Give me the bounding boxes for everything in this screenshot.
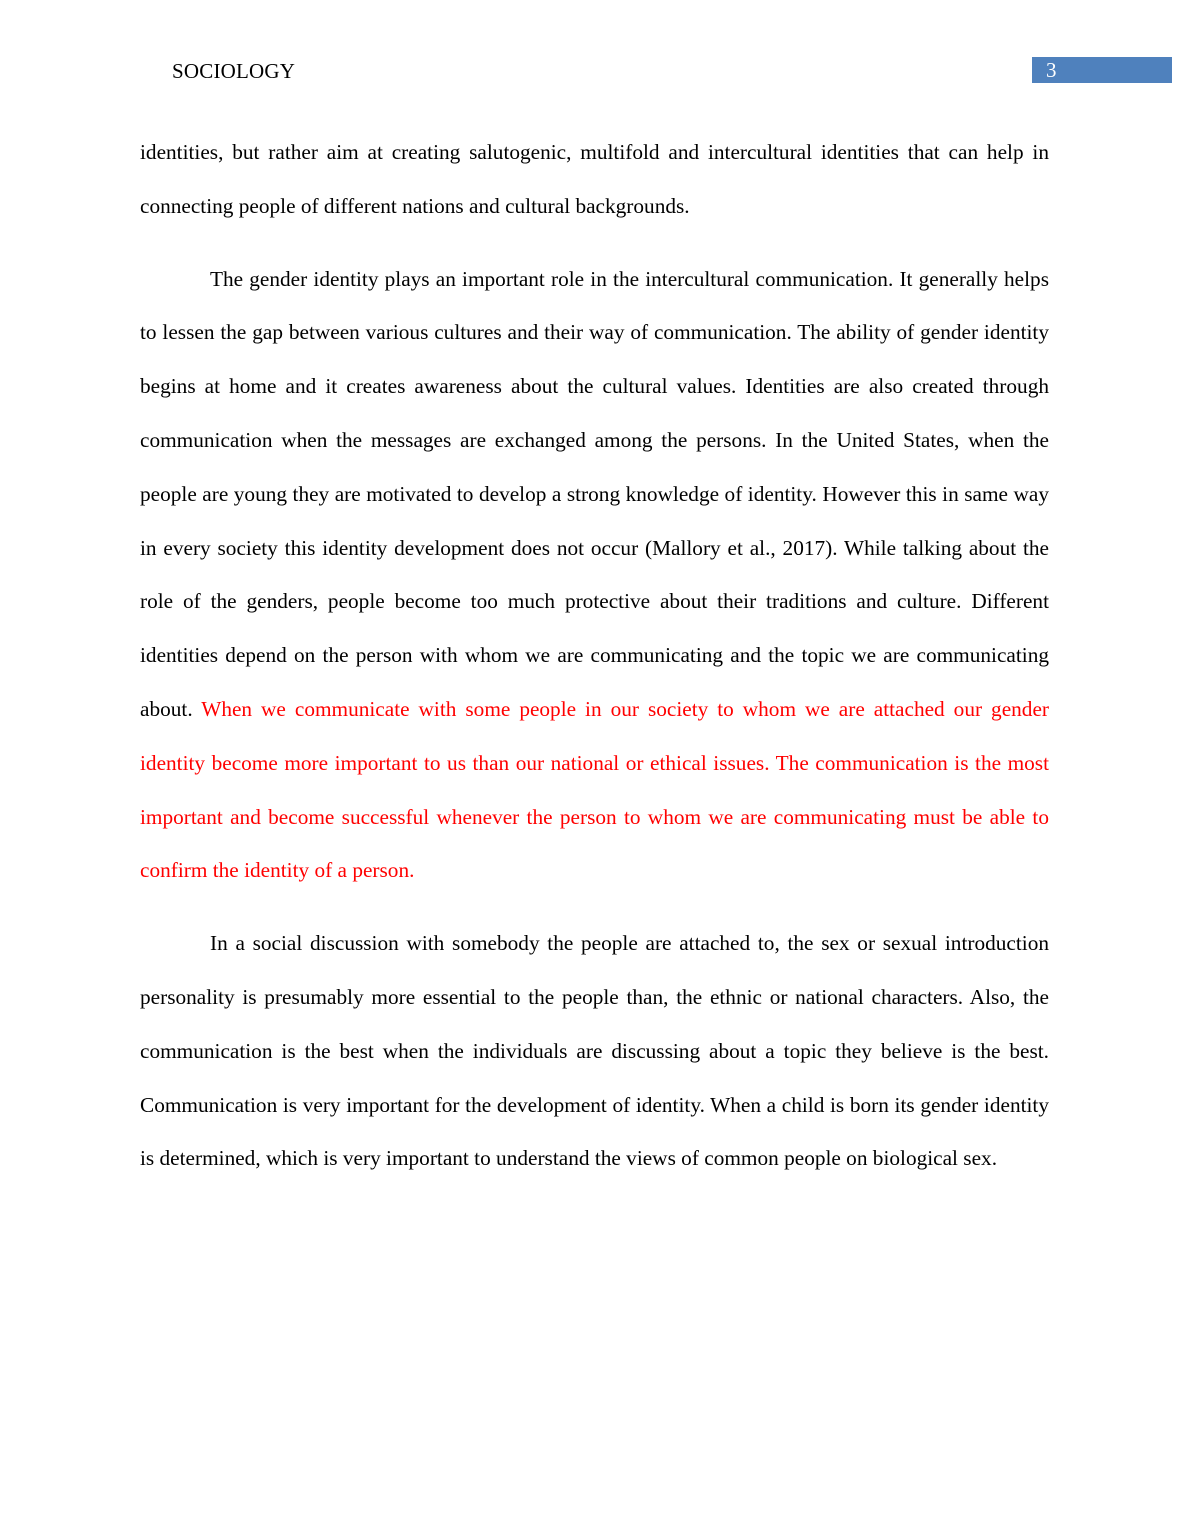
running-header-title: SOCIOLOGY [172, 59, 296, 83]
document-body [140, 126, 1049, 1205]
paragraph-gender-identity [140, 253, 1049, 899]
paragraph-text: The gender identity plays an important role in the intercultural communication. It generally helps to lessen the gap between various cultures and their way of communication. The ability of gender identity begins at home and it creates awareness about the cultural values. Identities are also created through communication when the messages are exchanged among the persons. In the United States, when the people are young they are motivated to develop a strong knowledge of identity. However this in same way in every society this identity development does not occur (Mallory et al., 2017). While talking about the role of the genders, people become too much protective about their traditions and culture. Different identities depend on the person with whom we are communicating and the topic we are communicating about. [140, 266, 1049, 721]
page-number: 3 [1046, 58, 1057, 82]
page-number-badge [1032, 57, 1172, 83]
paragraph-text: identities, but rather aim at creating salutogenic, multifold and intercultural identities that can help in connecting people of different nations and cultural backgrounds. [140, 140, 1049, 218]
paragraph-text: In a social discussion with somebody the people are attached to, the sex or sexual introduction personality is presumably more essential to the people than, the ethnic or national characters. Also, the communication is the best when the individuals are discussing about a topic they believe is the best. Communication is very important for the development of identity. When a child is born its gender identity is determined, which is very important to understand the views of common people on biological sex. [140, 931, 1049, 1171]
paragraph-social-discussion [140, 917, 1049, 1186]
paragraph-continuation [140, 126, 1049, 234]
highlighted-text: When we communicate with some people in our society to whom we are attached our gender identity become more important to us than our national or ethical issues. The communication is the most important and become successful whenever the person to whom we are communicating must be able to confirm the identity of a person. [140, 696, 1049, 883]
